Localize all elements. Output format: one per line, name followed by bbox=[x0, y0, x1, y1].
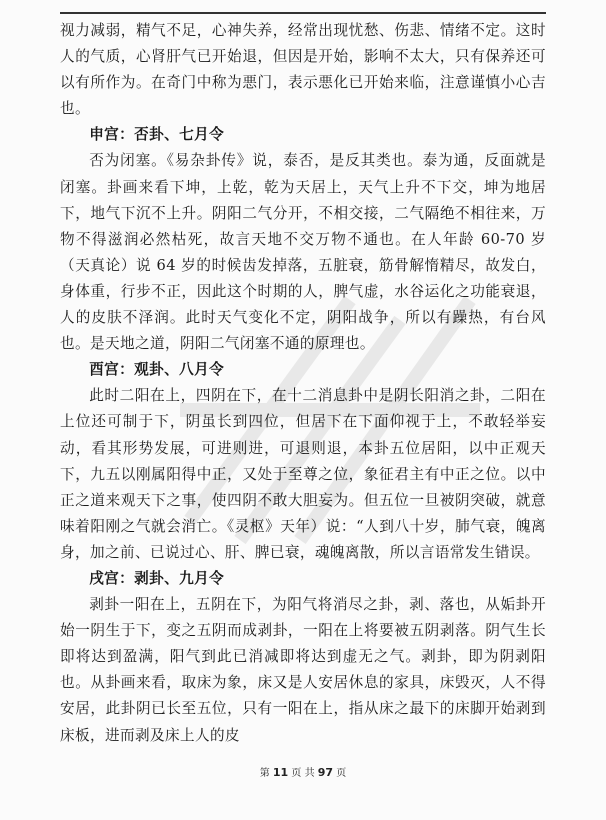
section-heading-you: 酉宫：观卦、八月令 bbox=[89, 361, 225, 379]
paragraph-intro: 视力减弱，精气不足，心神失养，经常出现忧愁、伤悲、情绪不定。这时人的气质，心肾肝气已开始退，但因是开始，影响不太大，只有保养还可以有所作为。在奇门中称为悪门，表示悪化已开始来临，注意谨慎小心吉也。 bbox=[60, 22, 546, 118]
section-heading-shen: 申宫：否卦、七月令 bbox=[89, 126, 225, 144]
page-footer bbox=[0, 764, 606, 779]
footer-total-pages: 97 bbox=[317, 766, 334, 779]
footer-suffix: 页 bbox=[336, 768, 347, 779]
paragraph-you: 此时二阳在上，四阴在下，在十二消息卦中是阴长阳消之卦，二阳在上位还可制于下，阴虽长到四位，但居下在下面仰视于上，不敢轻举妄动，看其形势发展，可进则进，可退则退，本卦五位居阳，以中正观天下，九五以刚属阳得中正，又处于至尊之位，象征君主有中正之位。以中正之道来观天下之事，使四阴不敢大胆妄为。但五位一旦被阴突破，就意味着阳刚之气就会消亡。《灵枢》天年）说：“人到八十岁，肺气衰，魄离身，加之前、已说过心、肝、脾已衰，魂魄离散，所以言语常发生错误。 bbox=[60, 387, 546, 561]
footer-prefix: 第 bbox=[259, 768, 270, 779]
top-rule bbox=[60, 12, 546, 14]
footer-middle: 页 共 bbox=[291, 768, 315, 779]
document-body bbox=[60, 18, 546, 749]
section-heading-xu: 戌宫：剥卦、九月令 bbox=[89, 569, 225, 587]
paragraph-shen: 否为闭塞。《易杂卦传》说，泰否，是反其类也。泰为通，反面就是闭塞。卦画来看下坤，上乾，乾为天居上，天气上升不下交，坤为地居下，地气下沉不上升。阴阳二气分开，不相交接，二气隔绝不相往来，万物不得滋润必然枯死，故言天地不交万物不通也。在人年龄 60-70 岁（天真论）说 64 岁的时候齿发掉落，五脏衰，筋骨解惰精尽，故发白，身体重，行步不正，因此这个时期的人，脾气虚，水谷运化之功能衰退，人的皮肤不泽润。此时天气变化不定，阴阳战争，所以有躁热，有台风也。是天地之道，阴阳二气闭塞不通的原理也。 bbox=[60, 152, 546, 353]
footer-page-number: 11 bbox=[272, 766, 289, 779]
paragraph-xu: 剥卦一阳在上，五阴在下，为阳气将消尽之卦，剥、落也，从姤卦开始一阴生于下，变之五阴而成剥卦，一阳在上将要被五阴剥落。阴气生长即将达到盈满，阳气到此已消减即将达到虚无之气。剥卦，即为阴剥阳也。从卦画来看，取床为象，床又是人安居休息的家具，床毁灭，人不得安居，此卦阴已长至五位，只有一阳在上，指从床之最下的床脚开始剥到床板，进而剥及床上人的皮 bbox=[60, 596, 546, 744]
